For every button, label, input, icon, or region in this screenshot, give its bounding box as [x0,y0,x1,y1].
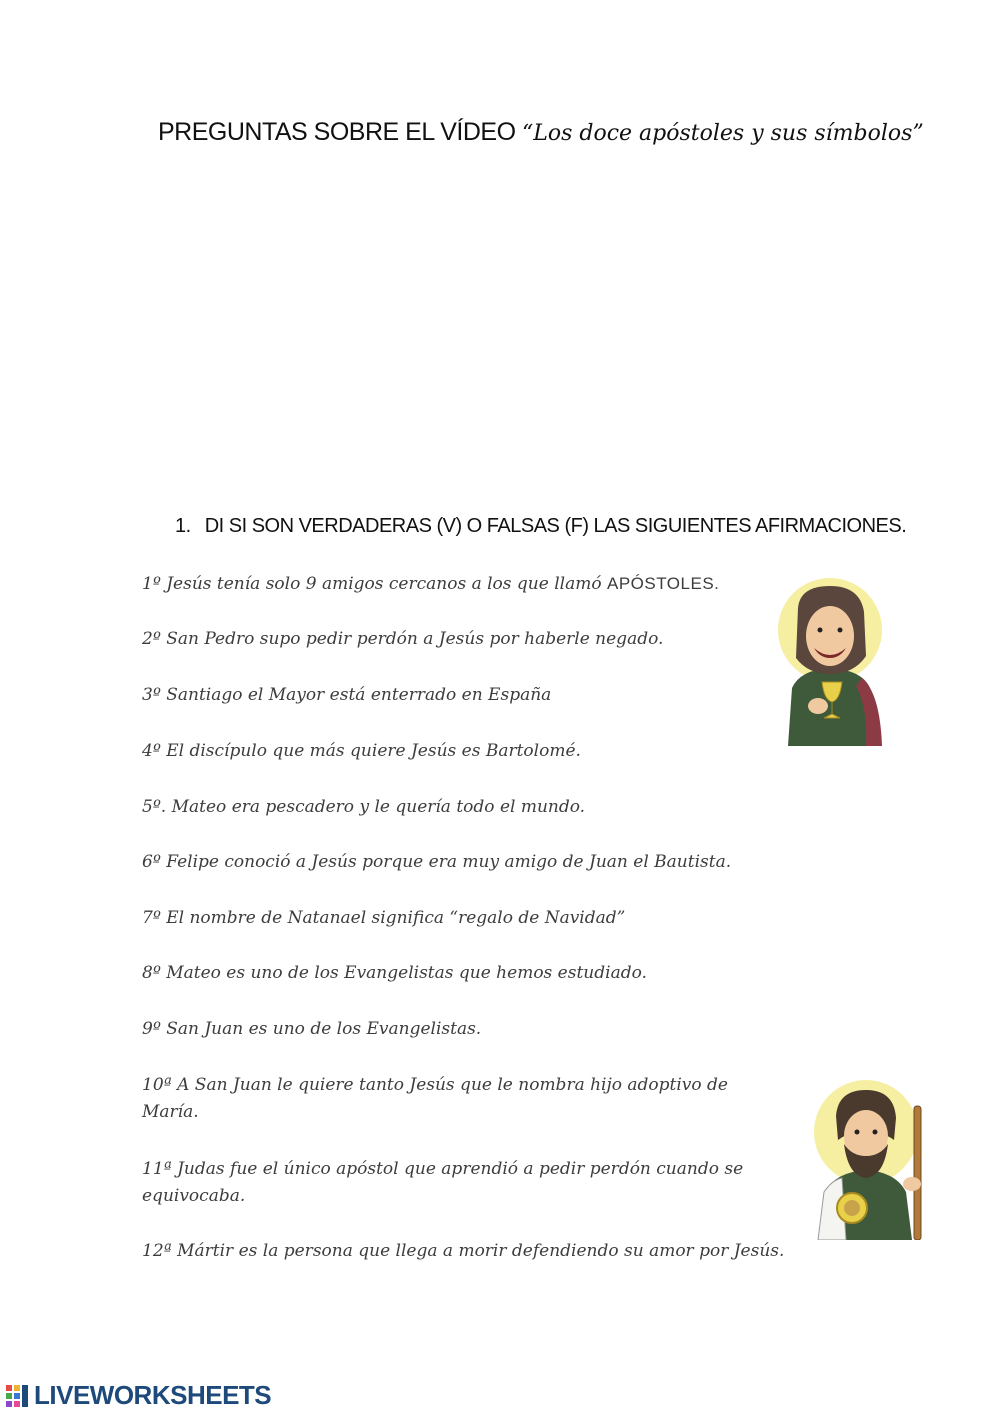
question-1 [142,570,782,598]
liveworksheets-logo-icon [6,1383,30,1407]
question-11 [142,1156,782,1210]
question-5-text: 5º. Mateo era pescadero y le quería todo el mundo. [142,797,586,817]
question-3-text: 3º Santiago el Mayor está enterrado en España [142,685,552,705]
worksheet-title [158,118,958,147]
question-1-text: 1º Jesús tenía solo 9 amigos cercanos a los que llamó [142,574,607,594]
question-4 [142,738,782,765]
section-heading [175,515,906,538]
apostle-with-chalice-illustration [770,578,890,746]
question-12 [142,1238,842,1265]
question-10 [142,1072,782,1126]
footer-brand-text: LIVEWORKSHEETS [34,1379,272,1410]
question-3 [142,682,782,709]
question-7-text: 7º El nombre de Natanael significa “regalo de Navidad” [142,908,626,928]
question-7 [142,905,782,932]
question-10-text: 10ª A San Juan le quiere tanto Jesús que le nombra hijo adoptivo de María. [142,1075,728,1122]
question-6 [142,849,782,876]
footer-brand [6,1380,271,1410]
question-9-text: 9º San Juan es uno de los Evangelistas. [142,1019,482,1039]
apostle-with-staff-illustration [808,1080,938,1240]
question-5 [142,794,782,821]
question-4-text: 4º El discípulo que más quiere Jesús es Bartolomé. [142,741,581,761]
title-video-name: “Los doce apóstoles y sus símbolos” [521,121,924,146]
question-12-text: 12ª Mártir es la persona que llega a morir defendiendo su amor por Jesús. [142,1241,785,1261]
section-instruction: DI SI SON VERDADERAS (V) O FALSAS (F) LAS SIGUIENTES AFIRMACIONES. [204,515,907,537]
question-8 [142,960,782,987]
section-number: 1. [175,515,191,537]
question-6-text: 6º Felipe conoció a Jesús porque era muy amigo de Juan el Bautista. [142,852,732,872]
question-11-text: 11ª Judas fue el único apóstol que aprendió a pedir perdón cuando se equivocaba. [142,1159,744,1206]
question-2 [142,626,782,653]
question-1-highlight: APÓSTOLES. [606,574,720,593]
question-9 [142,1016,782,1043]
question-8-text: 8º Mateo es uno de los Evangelistas que hemos estudiado. [142,963,647,983]
title-prefix: PREGUNTAS SOBRE EL VÍDEO [158,118,522,146]
question-2-text: 2º San Pedro supo pedir perdón a Jesús por haberle negado. [142,629,664,649]
